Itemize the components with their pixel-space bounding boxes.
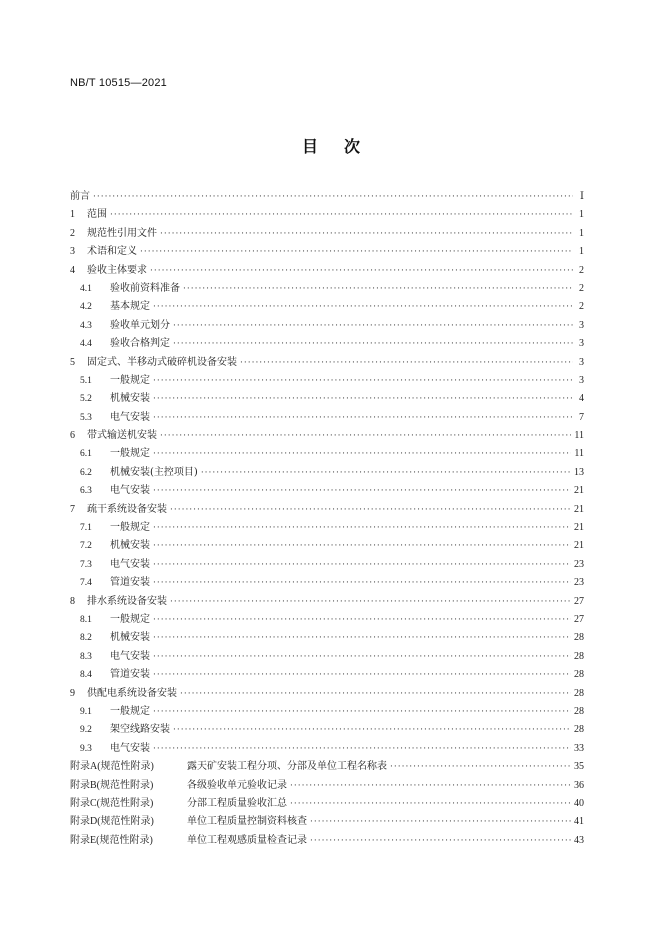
toc-entry-title: 机械安装(主控项目) [110,466,198,478]
toc-entry-page: 28 [574,687,584,699]
toc-entry-title: 机械安装 [110,632,150,644]
toc-entry-number: 4.4 [80,339,92,350]
toc-entry[interactable] [70,706,584,724]
toc-entry[interactable] [70,669,584,687]
toc-entry-page: 2 [579,301,584,313]
toc-dot-leader [173,320,573,332]
toc-entry-page: 3 [579,374,584,386]
toc-dot-leader [153,614,571,626]
toc-entry-number: 附录D(规范性附录) [70,816,154,828]
toc-entry[interactable] [70,375,584,393]
toc-entry-page: 1 [579,246,584,258]
toc-entry-page: 35 [574,761,584,773]
toc-entry-number: 8.1 [80,614,92,625]
standard-code: NB/T 10515—2021 [70,77,167,89]
toc-entry[interactable] [70,338,584,356]
toc-entry-title: 电气安装 [110,650,150,662]
toc-entry-page: 2 [579,264,584,276]
toc-entry-title: 各级验收单元验收记录 [187,779,287,791]
toc-entry-page: 43 [574,834,584,846]
toc-entry[interactable] [70,228,584,246]
toc-entry-number: 2 [70,227,75,239]
toc-entry-number: 6 [70,430,75,442]
toc-entry-title: 架空线路安装 [110,724,170,736]
toc-entry[interactable] [70,651,584,669]
toc-entry-page: 28 [574,650,584,662]
toc-entry-page: 28 [574,724,584,736]
toc-entry[interactable] [70,632,584,650]
toc-entry[interactable] [70,320,584,338]
toc-entry-title: 排水系统设备安装 [87,595,167,607]
toc-dot-leader [390,761,571,773]
toc-entry[interactable] [70,743,584,761]
toc-entry-title: 管道安装 [110,577,150,589]
toc-entry-number: 8.4 [80,670,92,681]
toc-entry[interactable] [70,301,584,319]
toc-entry-title: 单位工程质量控制资料核查 [187,816,307,828]
toc-entry[interactable] [70,559,584,577]
toc-entry-number: 4.3 [80,320,92,331]
toc-entry-page: 23 [574,577,584,589]
toc-entry-page: 3 [579,356,584,368]
toc-entry-number: 附录B(规范性附录) [70,779,154,791]
toc-dot-leader [160,430,571,442]
toc-entry-title: 机械安装 [110,540,150,552]
toc-entry-number: 7.1 [80,523,92,534]
toc-entry-title: 范围 [87,209,107,221]
toc-entry-page: 3 [579,338,584,350]
toc-entry-page: 4 [579,393,584,405]
toc-appendix-entry[interactable] [70,835,584,853]
toc-appendix-entry[interactable] [70,761,584,779]
toc-entry-number: 6.2 [80,467,92,478]
toc-entry-title: 验收主体要求 [87,264,147,276]
toc-entry-number: 7 [70,503,75,515]
toc-entry[interactable] [70,246,584,264]
toc-entry[interactable] [70,357,584,375]
toc-entry[interactable] [70,393,584,411]
toc-entry-title: 一般规定 [110,448,150,460]
toc-entry-page: 13 [574,466,584,478]
toc-entry-page: 33 [574,742,584,754]
toc-entry[interactable] [70,412,584,430]
toc-dot-leader [150,265,573,277]
toc-dot-leader [173,338,573,350]
toc-entry-title: 分部工程质量验收汇总 [187,797,287,809]
toc-entry-number: 9.2 [80,725,92,736]
toc-entry-number: 4 [70,264,75,276]
toc-entry-title: 固定式、半移动式破碎机设备安装 [87,356,237,368]
toc-entry-title: 一般规定 [110,374,150,386]
toc-dot-leader [153,669,571,681]
toc-entry-number: 7.2 [80,541,92,552]
toc-entry[interactable] [70,430,584,448]
toc-entry-number: 3 [70,246,75,258]
toc-dot-leader [153,485,571,497]
toc-entry-page: 3 [579,319,584,331]
page-title: 目次 [301,137,386,156]
toc-entry[interactable] [70,724,584,742]
toc-entry-number: 8.2 [80,633,92,644]
toc-entry[interactable] [70,522,584,540]
toc-entry-title: 单位工程观感质量检查记录 [187,834,307,846]
toc-entry-page: 28 [574,669,584,681]
toc-entry-page: Ⅰ [580,191,584,202]
toc-dot-leader [180,688,571,700]
toc-dot-leader [153,651,571,663]
toc-entry-number: 4.2 [80,302,92,313]
toc-entry-title: 前言 [70,191,90,202]
toc-dot-leader [153,301,573,313]
toc-entry[interactable] [70,596,584,614]
toc-entry-number: 1 [70,209,75,221]
toc-dot-leader [290,798,571,810]
toc-entry-number: 4.1 [80,283,92,294]
toc-entry-title: 电气安装 [110,411,150,423]
toc-dot-leader [173,724,571,736]
toc-entry-page: 21 [574,540,584,552]
table-of-contents [70,191,584,853]
toc-entry-page: 27 [574,595,584,607]
toc-entry-page: 1 [579,227,584,239]
toc-entry-number: 8.3 [80,651,92,662]
toc-dot-leader [140,246,573,258]
toc-entry-number: 附录C(规范性附录) [70,797,154,809]
toc-dot-leader [201,467,571,479]
toc-entry-page: 27 [574,613,584,625]
toc-entry[interactable] [70,265,584,283]
toc-entry-title: 一般规定 [110,705,150,717]
toc-entry-number: 9.1 [80,706,92,717]
toc-appendix-entry[interactable] [70,798,584,816]
toc-entry-number: 5.1 [80,375,92,386]
toc-dot-leader [153,559,571,571]
toc-entry[interactable] [70,504,584,522]
toc-entry-title: 疏干系统设备安装 [87,503,167,515]
toc-entry[interactable] [70,577,584,595]
toc-dot-leader [240,357,573,369]
toc-entry[interactable] [70,209,584,227]
toc-entry-title: 电气安装 [110,558,150,570]
toc-entry-number: 附录E(规范性附录) [70,834,153,846]
toc-entry-title: 术语和定义 [87,246,137,258]
toc-dot-leader [310,816,571,828]
toc-entry-title: 一般规定 [110,522,150,534]
toc-dot-leader [153,393,573,405]
toc-entry[interactable] [70,540,584,558]
toc-entry[interactable] [70,191,584,209]
toc-entry-page: 28 [574,632,584,644]
toc-dot-leader [170,504,571,516]
toc-entry-title: 验收合格判定 [110,338,170,350]
toc-entry-page: 1 [579,209,584,221]
toc-entry-number: 6.1 [80,449,92,460]
toc-entry-page: 36 [574,779,584,791]
toc-dot-leader [153,706,571,718]
toc-entry[interactable] [70,467,584,485]
toc-entry-title: 供配电系统设备安装 [87,687,177,699]
toc-dot-leader [310,835,571,847]
toc-dot-leader [160,228,573,240]
toc-dot-leader [153,448,571,460]
toc-dot-leader [290,780,571,792]
toc-dot-leader [153,540,571,552]
toc-entry-number: 9.3 [80,743,92,754]
toc-entry-title: 基本规定 [110,301,150,313]
toc-dot-leader [153,577,571,589]
toc-entry-number: 5.3 [80,412,92,423]
toc-entry-number: 5 [70,356,75,368]
toc-dot-leader [153,743,571,755]
toc-entry-number: 附录A(规范性附录) [70,761,154,773]
toc-dot-leader [153,375,573,387]
toc-entry-title: 管道安装 [110,669,150,681]
toc-appendix-entry[interactable] [70,816,584,834]
toc-entry-title: 带式输送机安装 [87,430,157,442]
toc-entry-title: 验收单元划分 [110,319,170,331]
toc-appendix-entry[interactable] [70,780,584,798]
toc-entry-page: 40 [574,797,584,809]
toc-dot-leader [170,596,571,608]
toc-entry-title: 露天矿安装工程分项、分部及单位工程名称表 [187,761,387,773]
toc-entry[interactable] [70,614,584,632]
toc-entry-page: 41 [574,816,584,828]
toc-entry-number: 5.2 [80,394,92,405]
toc-entry-page: 11 [574,448,584,460]
toc-dot-leader [183,283,573,295]
toc-entry-number: 6.3 [80,486,92,497]
toc-entry-title: 规范性引用文件 [87,227,157,239]
toc-entry-page: 28 [574,705,584,717]
toc-entry-number: 7.4 [80,578,92,589]
toc-dot-leader [153,412,573,424]
toc-entry-title: 一般规定 [110,613,150,625]
toc-entry-title: 电气安装 [110,742,150,754]
toc-entry-page: 21 [574,522,584,534]
toc-entry-number: 8 [70,595,75,607]
toc-entry-page: 21 [574,503,584,515]
toc-entry-page: 21 [574,485,584,497]
toc-entry-number: 9 [70,687,75,699]
toc-entry-title: 验收前资料准备 [110,282,180,294]
toc-entry-title: 机械安装 [110,393,150,405]
toc-entry[interactable] [70,688,584,706]
toc-entry[interactable] [70,283,584,301]
toc-entry[interactable] [70,448,584,466]
toc-entry-title: 电气安装 [110,485,150,497]
toc-entry-page: 7 [579,411,584,423]
toc-dot-leader [93,191,573,203]
toc-entry-number: 7.3 [80,559,92,570]
toc-entry-page: 23 [574,558,584,570]
toc-dot-leader [153,522,571,534]
toc-entry-page: 11 [574,430,584,442]
toc-dot-leader [110,209,573,221]
toc-entry[interactable] [70,485,584,503]
toc-entry-page: 2 [579,282,584,294]
toc-dot-leader [153,632,571,644]
